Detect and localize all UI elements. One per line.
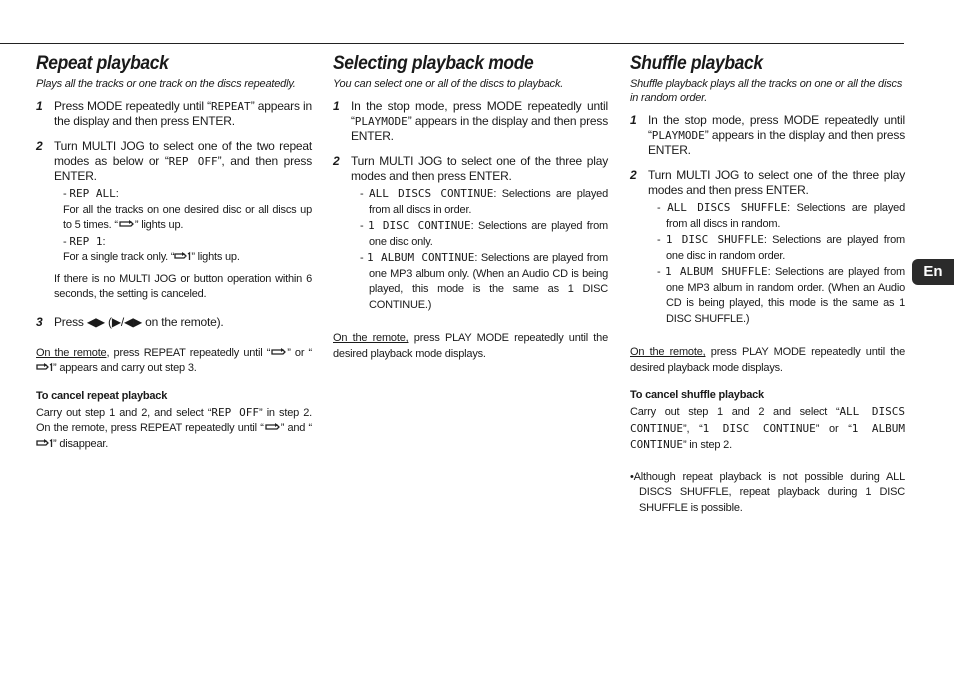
top-rule (0, 43, 904, 44)
lcd-text: REP OFF (168, 155, 218, 168)
step-1: 1 In the stop mode, press MODE repeatedly until “PLAYMODE” appears in the display and then press ENTER. (333, 99, 608, 143)
option-all-discs-continue: - ALL DISCS CONTINUE: Selections are played from all discs in order. (360, 187, 608, 216)
option-1-disc-shuffle: - 1 DISC SHUFFLE: Selections are played from one disc in random order. (657, 233, 905, 262)
skip-arrows-icon: ◀▶ (86, 314, 105, 329)
repeat-one-icon (36, 362, 53, 372)
step-number: 2 (36, 139, 43, 153)
option-1-album-continue: - 1 ALBUM CONTINUE: Selections are played from one MP3 album only. (When an Audio CD is being played, this mode is the same as 1 DISC CONTINUE.) (360, 251, 608, 311)
playback-mode-section (333, 52, 608, 362)
cancel-instruction: Carry out step 1 and 2, and select “REP OFF” in step 2. On the remote, press REPEAT repeatedly until “ ” and “” disappear. (36, 405, 313, 450)
section-subtitle: Plays all the tracks or one track on the discs repeatedly. (36, 78, 296, 90)
lcd-text: ALL DISCS CONTINUE (630, 405, 905, 435)
repeat-all-icon (270, 347, 287, 357)
option-desc: For a single track only. “ ” lights up. (63, 251, 240, 263)
section-title: Selecting playback mode (333, 53, 534, 74)
cancel-heading: To cancel repeat playback (36, 389, 168, 402)
step-2: 2 Turn MULTI JOG to select one of the three play modes and then press ENTER. (630, 168, 905, 197)
remote-arrows-icon: ▶/◀▶ (111, 314, 143, 329)
remote-instruction: On the remote, press PLAY MODE repeatedly until the desired playback mode displays. (333, 332, 608, 360)
lcd-text: PLAYMODE (651, 129, 705, 142)
cancel-instruction: Carry out step 1 and 2 and select “ALL DISCS CONTINUE”, “1 DISC CONTINUE” or “1 ALBUM CONTINUE” in step 2. (630, 405, 906, 451)
language-tab: En (912, 259, 954, 285)
repeat-playback-section (36, 52, 312, 452)
lcd-text: REPEAT (210, 100, 251, 113)
lcd-text: REP OFF (211, 405, 260, 419)
option-1-album-shuffle: - 1 ALBUM SHUFFLE: Selections are played from one MP3 album in random order. (When an Audio CD is being played, this mode is the same as 1 DISC SHUFFLE.) (657, 265, 906, 325)
step-number: 2 (333, 154, 340, 168)
remote-instruction: On the remote, press PLAY MODE repeatedly until the desired playback mode displays. (630, 346, 905, 374)
repeat-one-icon (36, 438, 53, 448)
step-number: 1 (630, 113, 637, 127)
option-all-discs-shuffle: - ALL DISCS SHUFFLE: Selections are played from all discs in random. (657, 201, 905, 230)
cancel-heading: To cancel shuffle playback (630, 389, 764, 401)
shuffle-playback-section (630, 52, 905, 516)
option-1-disc-continue: - 1 DISC CONTINUE: Selections are played from one disc only. (360, 219, 609, 248)
section-subtitle: Shuffle playback plays all the tracks on one or all the discs in random order. (630, 78, 903, 104)
step-1: 1 In the stop mode, press MODE repeatedly until “PLAYMODE” appears in the display and then press ENTER. (630, 113, 905, 157)
bullet-icon: • (630, 470, 634, 483)
step-1: 1 Press MODE repeatedly until “REPEAT” appears in the display and then press ENTER. (36, 99, 312, 128)
repeat-all-icon (118, 219, 135, 229)
repeat-all-icon (264, 422, 281, 432)
lcd-text: 1 DISC CONTINUE (702, 421, 816, 435)
step-number: 1 (333, 99, 340, 113)
bullet-note: •Although repeat playback is not possible during ALL DISCS SHUFFLE, repeat playback during 1 DISC SHUFFLE is possible. (630, 470, 905, 514)
section-subtitle: You can select one or all of the discs to playback. (333, 78, 564, 90)
step-number: 1 (36, 99, 43, 113)
section-title: Repeat playback (36, 53, 169, 74)
remote-instruction: On the remote, press REPEAT repeatedly until “ ” or “” appears and carry out step 3. (36, 346, 312, 374)
option-rep-all: - REP ALL: (63, 187, 119, 200)
timeout-note: If there is no MULTI JOG or button operation within 6 seconds, the setting is canceled. (54, 272, 312, 300)
option-rep-1: - REP 1: (63, 234, 106, 248)
step-number: 3 (36, 314, 43, 329)
step-2: 2 Turn MULTI JOG to select one of the three play modes and then press ENTER. (333, 154, 608, 183)
lcd-text: PLAYMODE (354, 115, 408, 128)
lcd-text: 1 ALBUM CONTINUE (630, 421, 906, 451)
section-title: Shuffle playback (630, 53, 763, 74)
step-3: 3 Press ◀▶ (▶/◀▶ on the remote). (36, 314, 224, 329)
repeat-one-icon (174, 251, 191, 261)
step-2: 2 Turn MULTI JOG to select one of the two repeat modes as below or “REP OFF”, and then press ENTER. (36, 139, 313, 183)
option-desc: For all the tracks on one desired disc or all discs up to 5 times. “ ” lights up. (63, 203, 312, 231)
step-number: 2 (630, 168, 637, 182)
